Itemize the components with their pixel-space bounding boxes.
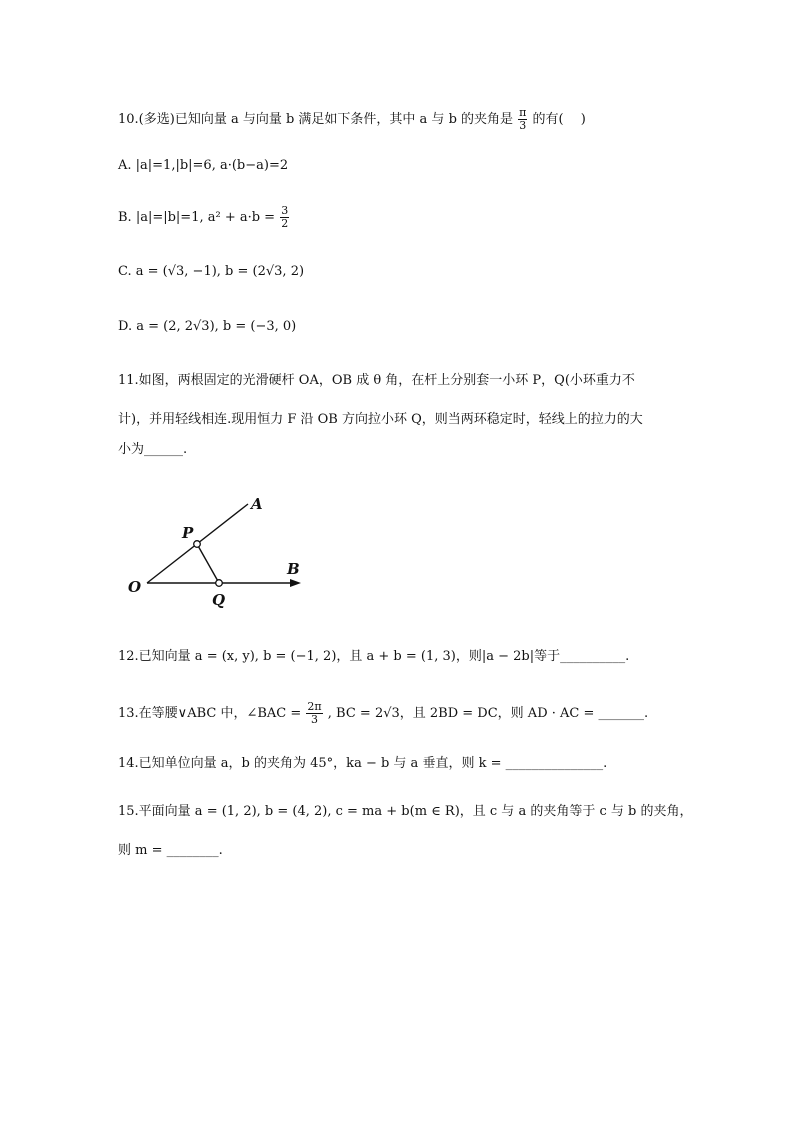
ring-p [194, 541, 201, 548]
label-o: O [128, 578, 142, 596]
q13 [118, 701, 648, 726]
q10-option-b-text: B. |a|=|b|=1, a² + a·b = [118, 210, 276, 225]
label-q: Q [212, 591, 226, 609]
label-b: B [287, 560, 300, 578]
q10-option-d: D. a = (2, 2√3), b = (−3, 0) [118, 319, 297, 334]
q10-frac-num: π [519, 106, 527, 119]
q10-option-b-num: 3 [281, 204, 289, 217]
q13-fraction [306, 701, 322, 726]
string-pq [197, 544, 219, 583]
arrow-b-icon [290, 579, 301, 587]
q10-option-c: C. a = (√3, −1), b = (2√3, 2) [118, 264, 305, 279]
q11-line2: 计)，并用轻线相连.现用恒力 F 沿 OB 方向拉小环 Q，则当两环稳定时，轻线上的拉力的大 [118, 412, 643, 427]
q10-option-b-den: 2 [281, 217, 289, 230]
q15-line2: 则 m = ________. [118, 843, 223, 858]
q10-option-b [118, 205, 290, 230]
q13-pre: 13.在等腰∨ABC 中，∠BAC = [118, 706, 302, 721]
q10-stem [118, 107, 586, 132]
q10-stem-end: 的有( ) [532, 112, 586, 127]
q12: 12.已知向量 a = (x, y), b = (−1, 2)，且 a + b = (1, 3)，则|a − 2b|等于__________. [118, 649, 630, 664]
q10-stem-text: 10.(多选)已知向量 a 与向量 b 满足如下条件，其中 a 与 b 的夹角是 [118, 112, 514, 127]
q10-option-a: A. |a|=1,|b|=6, a·(b−a)=2 [118, 158, 289, 173]
label-p: P [182, 524, 194, 542]
q13-den: 3 [311, 713, 319, 726]
label-a: A [251, 495, 263, 513]
q11-line3: 小为______. [118, 442, 188, 457]
q10-fraction [518, 107, 527, 132]
q13-post: , BC = 2√3，且 2BD = DC，则 AD · AC = _______. [327, 706, 649, 721]
q15-line1: 15.平面向量 a = (1, 2), b = (4, 2), c = ma + b(m ∈ R)，且 c 与 a 的夹角等于 c 与 b 的夹角， [118, 804, 693, 819]
q10-option-b-fraction [280, 205, 289, 230]
q14: 14.已知单位向量 a，b 的夹角为 45°，ka − b 与 a 垂直，则 k = _______________. [118, 756, 608, 771]
q13-num: 2π [307, 700, 322, 713]
ring-q [216, 580, 223, 587]
q10-frac-den: 3 [519, 119, 527, 132]
q11-figure [120, 490, 320, 615]
q11-line1: 11.如图，两根固定的光滑硬杆 OA，OB 成 θ 角，在杆上分别套一小环 P，Q(小环重力不 [118, 373, 635, 388]
